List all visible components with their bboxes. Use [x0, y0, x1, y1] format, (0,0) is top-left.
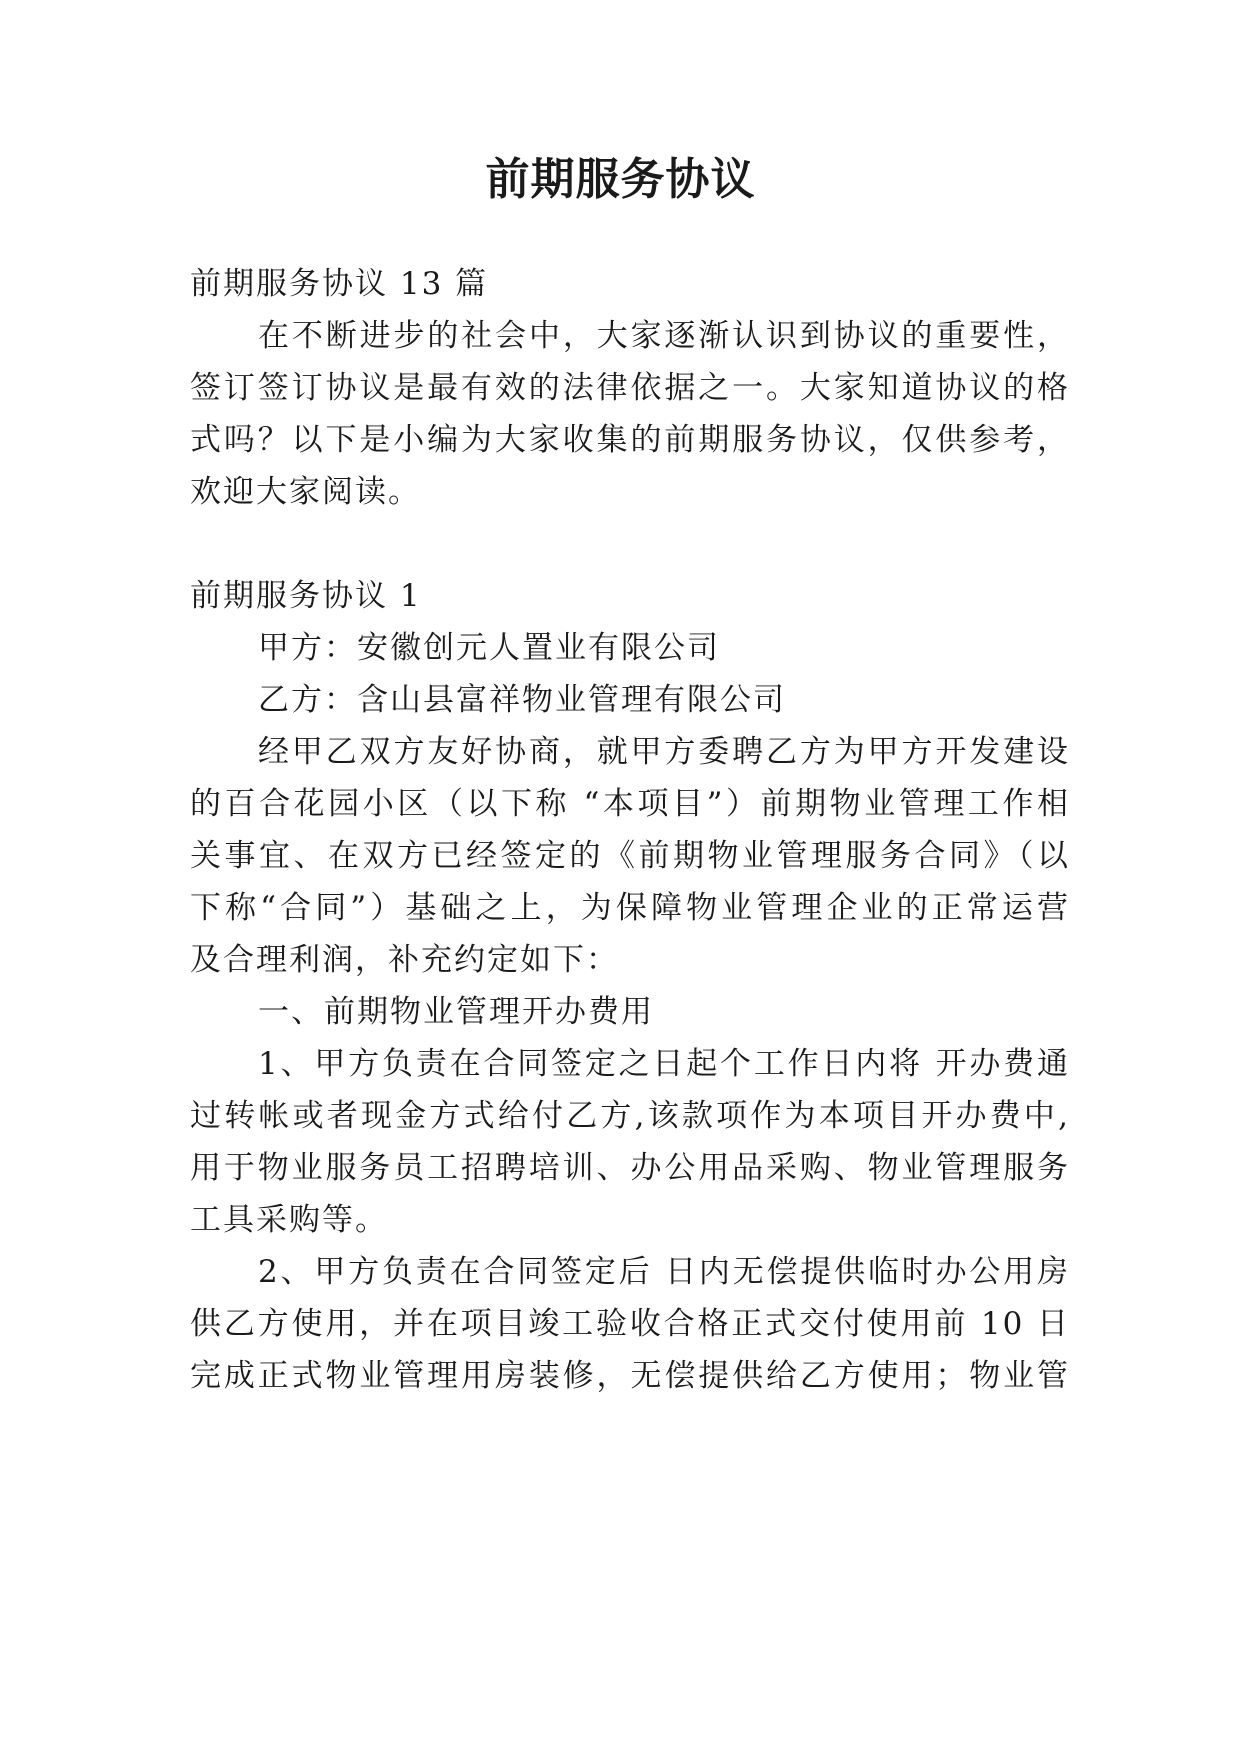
paragraph-line: 完成正式物业管理用房装修，无偿提供给乙方使用；物业管 — [190, 1358, 1070, 1394]
paragraph-line: 式吗？以下是小编为大家收集的前期服务协议，仅供参考， — [190, 422, 1070, 458]
paragraph-line: 经甲乙双方友好协商，就甲方委聘乙方为甲方开发建设 — [258, 734, 1070, 770]
paragraph-line: 过转帐或者现金方式给付乙方,该款项作为本项目开办费中, — [190, 1098, 1070, 1134]
paragraph-line: 1、甲方负责在合同签定之日起个工作日内将 开办费通 — [258, 1046, 1070, 1082]
paragraph-line: 工具采购等。 — [190, 1202, 388, 1238]
paragraph-line: 欢迎大家阅读。 — [190, 474, 421, 510]
paragraph-line: 下称“合同”）基础之上，为保障物业管理企业的正常运营 — [190, 890, 1070, 926]
paragraph-line: 的百合花园小区（以下称 “本项目”）前期物业管理工作相 — [190, 786, 1070, 822]
paragraph-line: 签订签订协议是最有效的法律依据之一。大家知道协议的格 — [190, 370, 1070, 406]
paragraph-line: 用于物业服务员工招聘培训、办公用品采购、物业管理服务 — [190, 1150, 1070, 1186]
clause-heading: 一、前期物业管理开办费用 — [258, 994, 654, 1030]
paragraph-line: 在不断进步的社会中，大家逐渐认识到协议的重要性， — [258, 318, 1070, 354]
paragraph-line: 及合理利润，补充约定如下： — [190, 942, 619, 978]
section-heading: 前期服务协议 1 — [190, 578, 422, 614]
paragraph-line: 2、甲方负责在合同签定后 日内无偿提供临时办公用房 — [258, 1254, 1070, 1290]
document-title: 前期服务协议 — [485, 154, 756, 205]
paragraph-line: 供乙方使用，并在项目竣工验收合格正式交付使用前 10 日 — [190, 1306, 1070, 1342]
party-a-line: 甲方：安徽创元人置业有限公司 — [258, 630, 720, 666]
paragraph-line: 关事宜、在双方已经签定的《前期物业管理服务合同》（以 — [190, 838, 1070, 874]
heading-count: 前期服务协议 13 篇 — [190, 266, 489, 302]
party-b-line: 乙方：含山县富祥物业管理有限公司 — [258, 682, 786, 718]
